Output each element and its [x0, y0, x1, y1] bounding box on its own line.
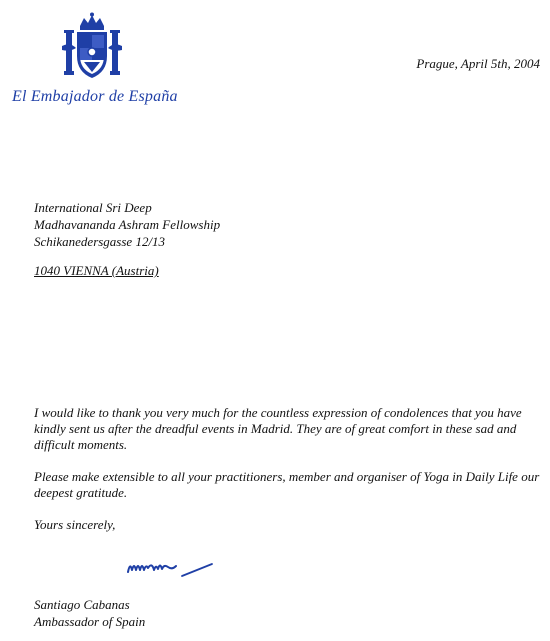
handwritten-signature-icon — [124, 556, 216, 580]
body-paragraph-2: Please make extensible to all your practitioners, member and organiser of Yoga in Daily Life our deepest gratitude. — [34, 469, 540, 500]
body-paragraph-1: I would like to thank you very much for the countless expression of condolences that you have kindly sent us after the dreadful events in Madrid. They are of great comfort in these sad and difficult moments. — [34, 405, 522, 452]
signer-title: Ambassador of Spain — [34, 614, 146, 629]
closing-line: Yours sincerely, — [34, 517, 116, 532]
spanish-coat-of-arms-icon — [62, 12, 122, 84]
recipient-address — [34, 199, 220, 250]
signer-name: Santiago Cabanas — [34, 597, 130, 612]
signer-block — [34, 596, 145, 630]
recipient-line-3: Schikanedersgasse 12/13 — [34, 234, 166, 249]
recipient-line-2: Madhavananda Ashram Fellowship — [34, 217, 221, 232]
letter-date: Prague, April 5th, 2004 — [416, 56, 540, 71]
recipient-line-1: International Sri Deep — [34, 200, 152, 215]
recipient-city: 1040 VIENNA (Austria) — [34, 263, 159, 278]
letterhead-title: El Embajador de España — [12, 88, 178, 105]
